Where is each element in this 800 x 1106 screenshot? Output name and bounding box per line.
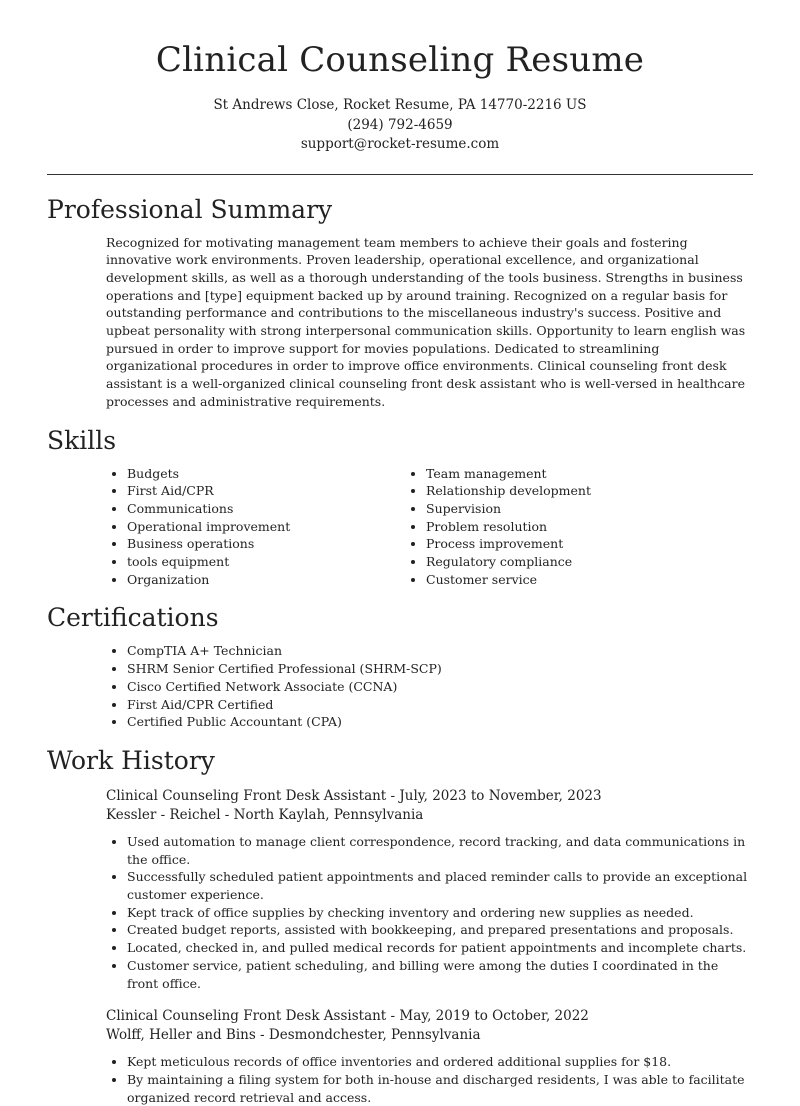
contact-email[interactable]: support@rocket-resume.com: [300, 136, 500, 152]
duty-item: • Kept track of office supplies by checking inventory and ordering new supplies as needed.: [127, 904, 752, 922]
duty-item: • Successfully scheduled patient appointments and placed reminder calls to provide an exceptional customer experience.: [127, 868, 752, 903]
duty-item: • Used automation to manage client correspondence, record tracking, and data communications in the office.: [127, 833, 752, 868]
job-duties-list: [106, 833, 752, 992]
summary-heading: Professional Summary: [47, 194, 333, 224]
skill-item: • Process improvement: [426, 535, 725, 553]
duty-item: • By maintaining a filing system for both in-house and discharged residents, I was able to facilitate organized record retrieval and access.: [127, 1071, 752, 1106]
skills-column-left: [106, 465, 405, 589]
skill-item: • Business operations: [127, 535, 405, 553]
job-company-line: Wolff, Heller and Bins - Desmondchester, Pennsylvania: [106, 1027, 481, 1044]
resume-title: Clinical Counseling Resume: [155, 40, 645, 80]
skill-item: • First Aid/CPR: [127, 482, 405, 500]
summary-text: Recognized for motivating management team members to achieve their goals and fostering innovative work environments. Proven leadership, operational excellence, and organizational development skills, as well as a thorough understanding of the tools business. Strengths in business operations and [type] equipment backed up by around training. Recognized on a regular basis for outstanding performance and contributions to the miscellaneous industry's success. Positive and upbeat personality with strong interpersonal communication skills. Opportunity to learn english was pursued in order to improve support for movies populations. Dedicated to streamlining organizational procedures in order to improve office environments. Clinical counseling front desk assistant is a well-organized clinical counseling front desk assistant who is well-versed in healthcare processes and administrative requirements.: [106, 234, 746, 409]
job-duties-list: [106, 1053, 752, 1106]
certification-item: • Cisco Certified Network Associate (CCNA): [127, 678, 800, 696]
header-divider: [47, 174, 753, 175]
skills-heading: Skills: [47, 425, 117, 455]
duty-item: • Created budget reports, assisted with bookkeeping, and prepared presentations and proposals.: [127, 921, 752, 939]
resume-header: [0, 0, 800, 155]
certification-item: • First Aid/CPR Certified: [127, 696, 800, 714]
skill-item: • Team management: [426, 465, 725, 483]
certification-item: • CompTIA A+ Technician: [127, 642, 800, 660]
skill-item: • Operational improvement: [127, 518, 405, 536]
job-entry: [106, 1007, 800, 1106]
work-history-heading: Work History: [47, 745, 215, 775]
certification-item: • SHRM Senior Certified Professional (SHRM-SCP): [127, 660, 800, 678]
job-company-line: Kessler - Reichel - North Kaylah, Pennsylvania: [106, 806, 424, 823]
skills-column-right: [405, 465, 725, 589]
job-title-line: Clinical Counseling Front Desk Assistant - July, 2023 to November, 2023: [106, 787, 602, 804]
duty-item: • Located, checked in, and pulled medical records for patient appointments and incomplete charts.: [127, 939, 752, 957]
skill-item: • Regulatory compliance: [426, 553, 725, 571]
skill-item: • Supervision: [426, 500, 725, 518]
skill-item: • Customer service: [426, 571, 725, 589]
job-entry: [106, 787, 800, 992]
skill-item: • tools equipment: [127, 553, 405, 571]
duty-item: • Kept meticulous records of office inventories and ordered additional supplies for $18.: [127, 1053, 752, 1071]
certifications-list: [106, 642, 800, 731]
skill-item: • Communications: [127, 500, 405, 518]
skill-item: • Problem resolution: [426, 518, 725, 536]
skills-list: [106, 465, 800, 589]
job-title-line: Clinical Counseling Front Desk Assistant - May, 2019 to October, 2022: [106, 1008, 589, 1025]
duty-item: • Customer service, patient scheduling, and billing were among the duties I coordinated in the front office.: [127, 957, 752, 992]
contact-address: St Andrews Close, Rocket Resume, PA 14770-2216 US: [213, 97, 587, 113]
certifications-heading: Certifications: [47, 603, 219, 633]
skill-item: • Organization: [127, 571, 405, 589]
skill-item: • Budgets: [127, 465, 405, 483]
contact-phone: (294) 792-4659: [347, 116, 453, 133]
skill-item: • Relationship development: [426, 482, 725, 500]
certification-item: • Certified Public Accountant (CPA): [127, 713, 800, 731]
